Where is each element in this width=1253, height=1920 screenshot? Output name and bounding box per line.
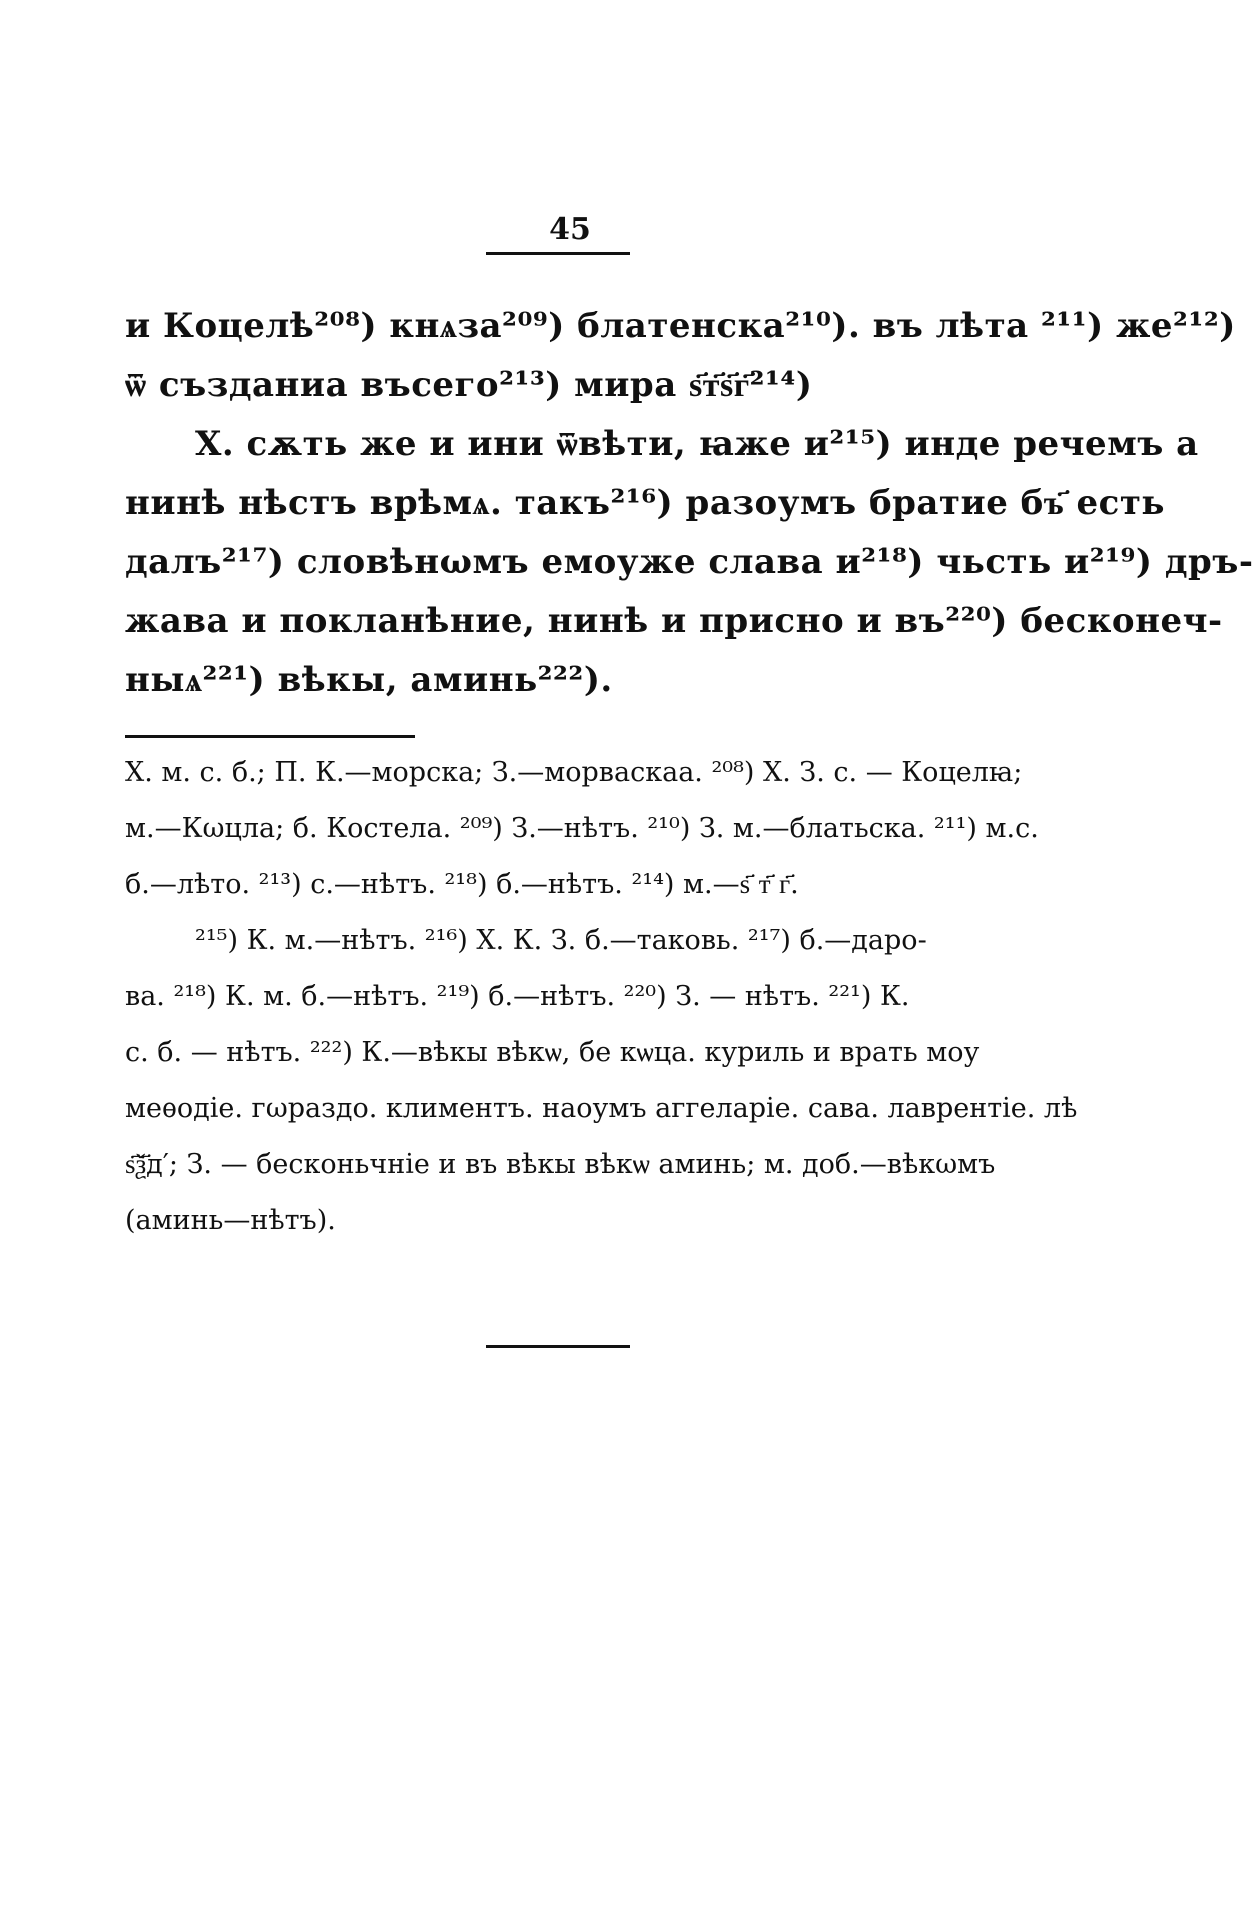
header-rule <box>486 252 630 255</box>
footnotes <box>125 745 1078 1249</box>
footnote-line: (аминь—нѣтъ). <box>125 1205 336 1236</box>
footnote-line: ²¹⁵) К. м.—нѣтъ. ²¹⁶) Х. К. З. б.—таковь. ²¹⁷) б.—даро- <box>195 925 927 956</box>
text-line: Х. сѫть же и ини ѿвѣти, ꙗже и²¹⁵) инде речемъ а <box>195 424 1199 464</box>
text-line: нинѣ нѣстъ врѣмѧ. такъ²¹⁶) разоумъ братие бъ҃ есть <box>125 483 1166 523</box>
main-text <box>125 297 1253 710</box>
footnote-separator <box>125 735 415 738</box>
footnote-line: Х. м. с. б.; П. К.—морска; З.—морваскаа. ²⁰⁸) Х. З. с. — Коцелꙗ; <box>125 757 1023 788</box>
text-line: ѿ създаниа въсего²¹³) мира ѕ҃т҃ѕ҃г҃²¹⁴) <box>125 365 813 405</box>
footnote-line: ва. ²¹⁸) К. м. б.—нѣтъ. ²¹⁹) б.—нѣтъ. ²²⁰) З. — нѣтъ. ²²¹) К. <box>125 981 910 1012</box>
end-rule <box>486 1345 630 1348</box>
text-line: ныѧ²²¹) вѣкы, аминь²²²). <box>125 660 613 700</box>
footnote-line: м.—Кωцла; б. Костела. ²⁰⁹) З.—нѣтъ. ²¹⁰) З. м.—блатьска. ²¹¹) м.с. <box>125 813 1039 844</box>
text-line: жава и покланѣние, нинѣ и присно и въ²²⁰) бесконеч- <box>125 601 1223 641</box>
text-line: далъ²¹⁷) словѣнωмъ емоуже слава и²¹⁸) чьсть и²¹⁹) дръ- <box>125 542 1253 582</box>
text-line: и Коцелѣ²⁰⁸) кнѧза²⁰⁹) блатенска²¹⁰). въ лѣта ²¹¹) же²¹²) <box>125 306 1236 346</box>
footnote-line: б.—лѣто. ²¹³) с.—нѣтъ. ²¹⁸) б.—нѣтъ. ²¹⁴) м.—ѕ҃ т҃ г҃. <box>125 869 799 900</box>
footnote-line: ѕ҃ѯ҃д′; З. — бесконьчніе и въ вѣкы вѣкѡ аминь; м. доб.—вѣкωмъ <box>125 1149 996 1180</box>
page-number: 45 <box>549 212 591 247</box>
footnote-line: с. б. — нѣтъ. ²²²) К.—вѣкы вѣкѡ, бе кѡца. куриль и врать моу <box>125 1037 980 1068</box>
footnote-line: меѳодіе. гωраздо. климентъ. наоумъ аггеларіе. сава. лаврентіе. лѣ <box>125 1093 1078 1124</box>
